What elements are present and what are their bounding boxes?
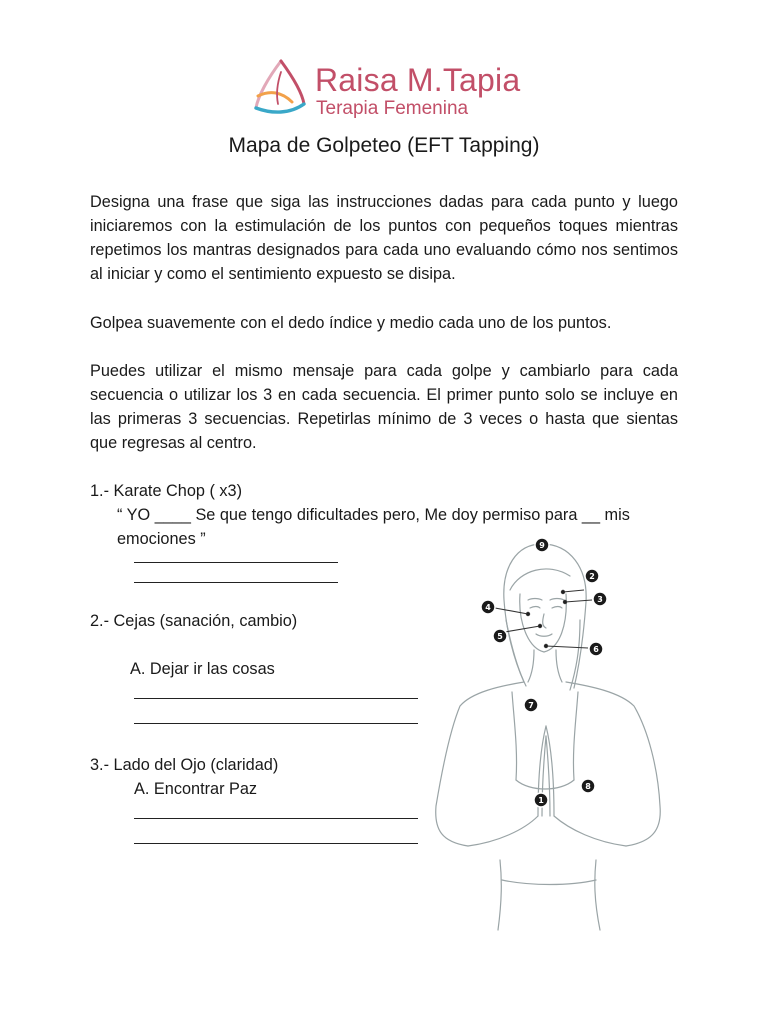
tapping-point-7 xyxy=(524,698,538,712)
page-title: Mapa de Golpeteo (EFT Tapping) xyxy=(228,134,540,157)
answer-blank[interactable] xyxy=(134,582,338,583)
tapping-point-6 xyxy=(589,642,603,656)
answer-blank[interactable] xyxy=(134,818,418,819)
tapping-point-4 xyxy=(481,600,495,614)
tapping-point-2 xyxy=(585,569,599,583)
tapping-point-5 xyxy=(493,629,507,643)
intro-paragraph-3: Puedes utilizar el mismo mensaje para cada golpe y cambiarlo para cada secuencia o utilizar los 3 en cada secuencia. El primer punto solo se incluye en las primeras 3 secuencias. Repetirlas mínimo de 3 veces o hasta que sientas que regresas al centro. xyxy=(90,362,678,452)
section-1-heading: 1.- Karate Chop ( x3) xyxy=(90,482,243,500)
section-3-option-a: A. Encontrar Paz xyxy=(134,780,258,798)
tapping-points-figure xyxy=(420,530,680,940)
brand-name: Raisa M.Tapia xyxy=(315,62,521,98)
answer-blank[interactable] xyxy=(134,562,338,563)
svg-text:7: 7 xyxy=(528,701,534,710)
intro-paragraph-2: Golpea suavemente con el dedo índice y medio cada uno de los puntos. xyxy=(90,314,612,332)
tapping-point-9 xyxy=(535,538,549,552)
answer-blank[interactable] xyxy=(134,843,418,844)
answer-blank[interactable] xyxy=(134,698,418,699)
svg-text:1: 1 xyxy=(538,796,544,805)
woman-sketch-illustration xyxy=(420,530,680,940)
triangle-logo-icon xyxy=(248,56,314,122)
intro-paragraph-1: Designa una frase que siga las instrucciones dadas para cada punto y luego iniciaremos con la estimulación de los puntos con pequeños toques mientras repetimos los mantras designados para cada uno evaluando cómo nos sentimos al iniciar y como el sentimiento expuesto se disipa. xyxy=(90,193,678,283)
tapping-point-8 xyxy=(581,779,595,793)
section-1-quote-line-1: “ YO ____ Se que tengo dificultades pero, Me doy permiso para __ mis xyxy=(117,506,630,524)
tapping-point-1 xyxy=(534,793,548,807)
svg-text:3: 3 xyxy=(597,595,603,604)
tapping-point-3 xyxy=(593,592,607,606)
section-1-quote-line-2: emociones ” xyxy=(117,530,206,548)
svg-text:4: 4 xyxy=(485,603,491,612)
brand-subtitle: Terapia Femenina xyxy=(316,98,469,119)
answer-blank[interactable] xyxy=(134,723,418,724)
svg-text:9: 9 xyxy=(539,541,545,550)
svg-text:6: 6 xyxy=(593,645,599,654)
section-2-option-a: A. Dejar ir las cosas xyxy=(130,660,275,678)
svg-text:2: 2 xyxy=(589,572,595,581)
svg-text:8: 8 xyxy=(585,782,591,791)
svg-text:5: 5 xyxy=(497,632,503,641)
brand-logo xyxy=(248,56,528,124)
section-2-heading: 2.- Cejas (sanación, cambio) xyxy=(90,612,298,630)
section-3-heading: 3.- Lado del Ojo (claridad) xyxy=(90,756,279,774)
